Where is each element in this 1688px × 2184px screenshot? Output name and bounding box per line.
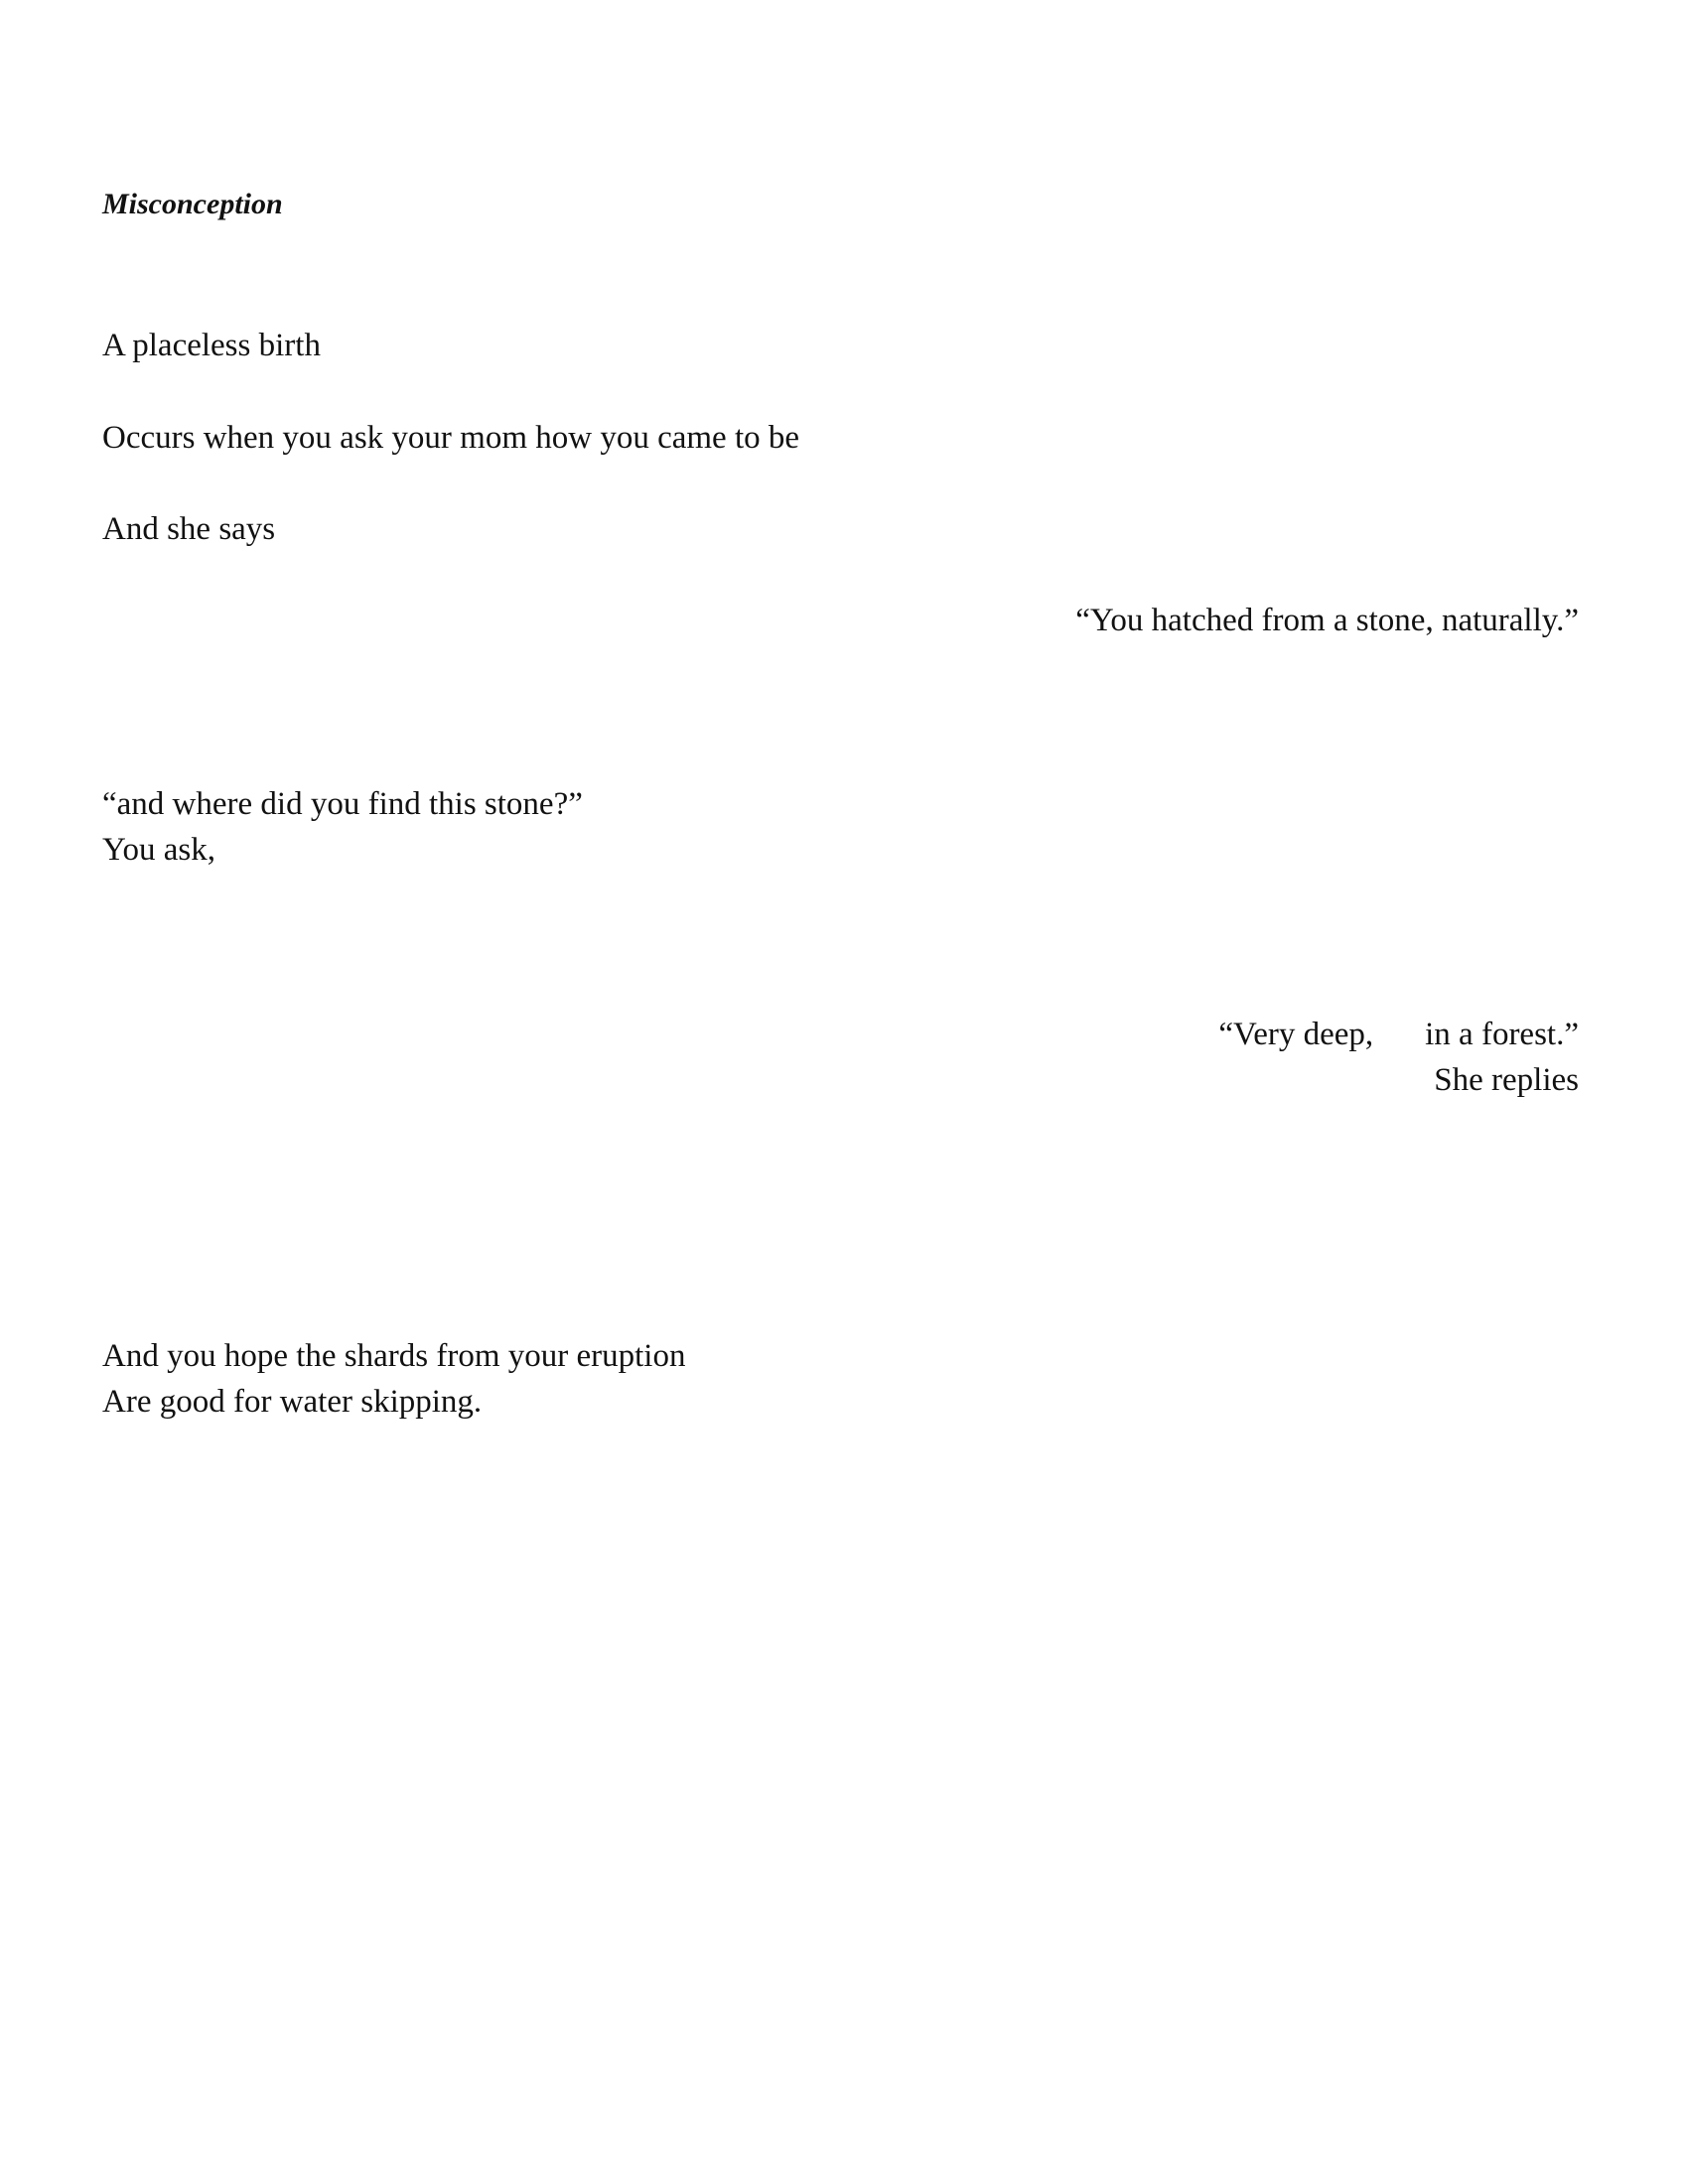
- poem-quote-hatched: “You hatched from a stone, naturally.”: [1075, 603, 1579, 638]
- poem-reply-part-forest: in a forest.”: [1425, 1017, 1579, 1052]
- poem-line-ask-mom: Occurs when you ask your mom how you came to be: [102, 420, 800, 456]
- poem-line-she-says: And she says: [102, 511, 276, 547]
- poem-line-where-stone: “and where did you find this stone?”: [102, 786, 583, 822]
- poem-line-shards: And you hope the shards from your eruption: [102, 1338, 686, 1374]
- poem-line-placeless-birth: A placeless birth: [102, 328, 321, 363]
- poem-reply-part-very-deep: “Very deep,: [1218, 1017, 1374, 1052]
- poem-line-water-skipping: Are good for water skipping.: [102, 1384, 483, 1420]
- poem-reply-attribution: She replies: [1434, 1062, 1579, 1098]
- poem-title: Misconception: [102, 188, 283, 220]
- poem-reply-quote: [1218, 1012, 1579, 1057]
- poem-line-you-ask: You ask,: [102, 832, 216, 868]
